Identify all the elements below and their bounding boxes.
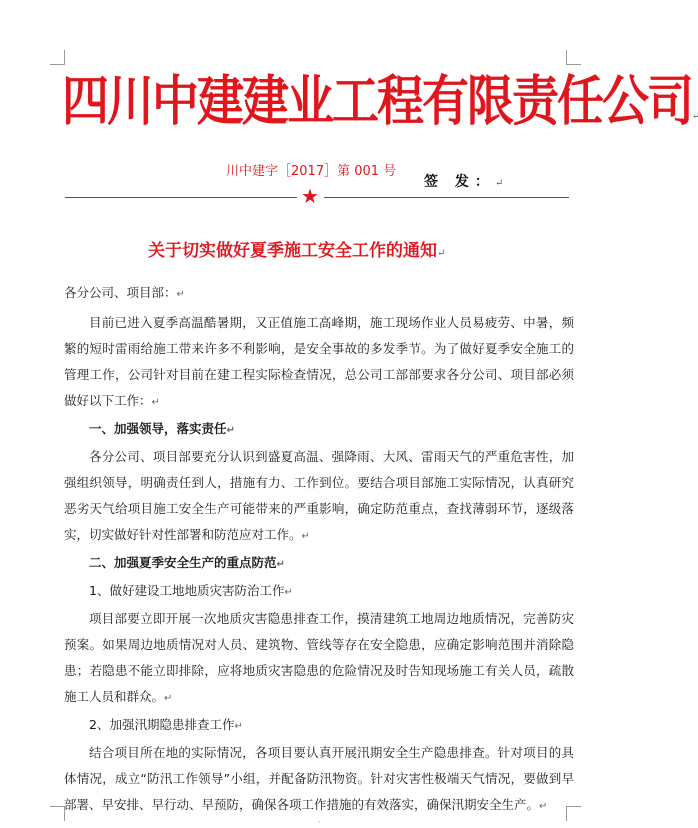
section-2-heading: 二、加强夏季安全生产的重点防范↵ bbox=[89, 555, 285, 570]
notice-title bbox=[148, 236, 445, 261]
paragraph-mark-icon: ↵ bbox=[437, 248, 446, 259]
red-divider-left bbox=[65, 197, 297, 198]
paragraph-mark-icon: ↵ bbox=[692, 110, 698, 123]
paragraph-mark-icon: ↵ bbox=[494, 178, 504, 189]
notice-title-text: 关于切实做好夏季施工安全工作的通知 bbox=[148, 241, 437, 261]
company-name: 四川中建建业工程有限责任公司 bbox=[62, 70, 692, 134]
item-1-heading: 1、做好建设工地地质灾害防治工作↵ bbox=[89, 583, 293, 598]
sign-off-text: 签 发： bbox=[424, 174, 495, 190]
document-number-text: 川中建字［2017］第 001 号 bbox=[226, 164, 397, 179]
section-1-heading: 一、加强领导，落实责任↵ bbox=[89, 421, 235, 436]
red-divider-right bbox=[324, 197, 569, 198]
document-number bbox=[226, 160, 396, 179]
item-2-paragraph: 结合项目所在地的实际情况，各项目要认真开展汛期安全生产隐患排查。针对项目的具体情况，成立“防汛工作领导”小组，并配备防汛物资。针对灾害性极端天气情况，要做到早部署、早安排、早行动、早预防，确保各项工作措施的有效落实，确保汛期安全生产。↵ bbox=[64, 745, 574, 812]
item-2-heading: 2、加强汛期隐患排查工作↵ bbox=[89, 717, 243, 732]
notice-body bbox=[64, 280, 574, 820]
sign-off-label bbox=[424, 171, 503, 191]
item-1-paragraph: 项目部要立即开展一次地质灾害隐患排查工作，摸清建筑工地周边地质情况，完善防灾预案。如果周边地质情况对人员、建筑物、管线等存在安全隐患，应确定影响范围并消除隐患；若隐患不能立即排除，应将地质灾害隐患的危险情况及时告知现场施工有关人员，疏散施工人员和群众。↵ bbox=[64, 611, 574, 704]
page-break-mark: · bbox=[318, 818, 321, 827]
company-letterhead bbox=[62, 62, 698, 157]
intro-paragraph: 目前已进入夏季高温酷暑期，又正值施工高峰期，施工现场作业人员易疲劳、中暑，频繁的短时雷雨给施工带来许多不利影响，是安全事故的多发季节。为了做好夏季安全施工的管理工作，公司针对目前在建工程实际检查情况，总公司工部部要求各分公司、项目部必须做好以下工作：↵ bbox=[64, 315, 574, 408]
red-star-icon: ★ bbox=[301, 184, 319, 208]
section-1-paragraph: 各分公司、项目部要充分认识到盛夏高温、强降雨、大风、雷雨天气的严重危害性，加强组织领导，明确责任到人，措施有力、工作到位。要结合项目部施工实际情况，认真研究恶劣天气给项目施工安全生产可能带来的严重影响，确定防范重点，查找薄弱环节，逐级落实，切实做好针对性部署和防范应对工作。↵ bbox=[64, 449, 574, 542]
crop-mark-bottom-left bbox=[50, 806, 65, 821]
salutation: 各分公司、项目部：↵ bbox=[64, 285, 185, 300]
